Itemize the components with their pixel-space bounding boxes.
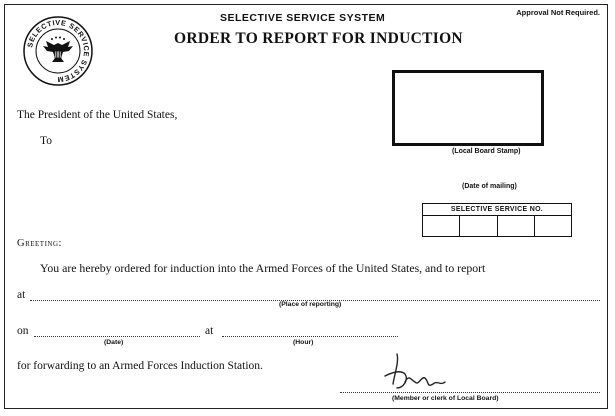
handwritten-signature xyxy=(375,352,455,394)
at-hour-label: at xyxy=(205,325,214,337)
place-of-reporting-label: (Place of reporting) xyxy=(279,301,342,308)
member-or-clerk-label: (Member or clerk of Local Board) xyxy=(392,395,499,402)
date-label: (Date) xyxy=(104,339,124,346)
hour-field[interactable] xyxy=(222,336,398,337)
addressee-line: The President of the United States, xyxy=(17,109,178,121)
date-of-mailing-label: (Date of mailing) xyxy=(462,183,517,190)
local-board-stamp-box xyxy=(392,70,544,146)
signature-line[interactable] xyxy=(340,392,600,393)
selective-service-seal-icon xyxy=(22,15,94,87)
hour-label: (Hour) xyxy=(293,339,314,346)
at-label: at xyxy=(17,289,26,301)
selective-service-number-cell[interactable] xyxy=(460,216,497,236)
induction-order-text: You are hereby ordered for induction into the Armed Forces of the United States, and to report xyxy=(40,261,486,275)
date-field[interactable] xyxy=(34,336,200,337)
agency-name: SELECTIVE SERVICE SYSTEM xyxy=(220,12,386,24)
approval-note: Approval Not Required. xyxy=(516,8,600,17)
selective-service-number-label: SELECTIVE SERVICE NO. xyxy=(423,204,571,216)
greeting-label: Greeting: xyxy=(17,238,62,249)
seal-ring-text: SELECTIVE SERVICE SYSTEM xyxy=(25,17,92,85)
selective-service-number-cell[interactable] xyxy=(498,216,535,236)
on-label: on xyxy=(17,325,29,337)
selective-service-number-table xyxy=(422,203,572,237)
local-board-stamp-label: (Local Board Stamp) xyxy=(452,148,521,155)
forwarding-text: for forwarding to an Armed Forces Induction Station. xyxy=(17,360,263,372)
to-label: To xyxy=(40,135,52,147)
selective-service-number-cell[interactable] xyxy=(535,216,571,236)
selective-service-number-cell[interactable] xyxy=(423,216,460,236)
form-title: ORDER TO REPORT FOR INDUCTION xyxy=(174,30,463,47)
